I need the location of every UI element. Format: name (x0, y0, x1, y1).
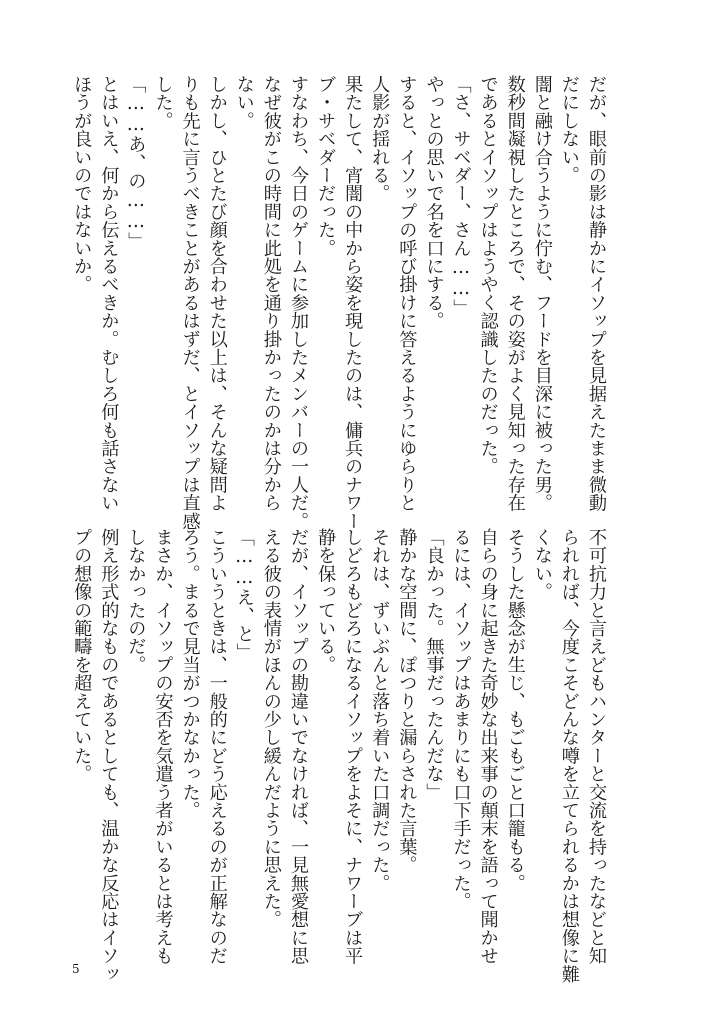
text-line: なぜ彼がこの時間に此処を通り掛かったのかは分から (260, 75, 282, 512)
text-line: 不可抗力と言えどもハンターと交流を持ったなどと知 (586, 528, 607, 965)
text-line: りも先に言うべきことがあるはずだ、とイソップは直感 (179, 75, 201, 530)
upper-text-block (68, 75, 610, 530)
text-line: 「……え、と」 (233, 528, 255, 661)
lower-text-block (68, 528, 610, 983)
text-line: しどろもどろになるイソップをよそに、ナワーブは平 (342, 528, 364, 965)
text-line: すると、イソップの呼び掛けに答えるようにゆらりと (396, 75, 418, 512)
text-line: くない。 (531, 528, 553, 601)
text-line: ブ・サベダーだった。 (315, 75, 337, 257)
text-line: だが、イソップの勘違いでなければ、一見無愛想に思 (287, 528, 309, 965)
text-line: 数秒間凝視したところで、その姿がよく見知った存在 (504, 75, 526, 512)
text-line: であるとイソップはようやく認識したのだった。 (477, 75, 499, 476)
text-line: プの想像の範疇を超えていた。 (71, 528, 93, 783)
text-line: 静かな空間に、ぽつりと漏らされた言葉。 (396, 528, 418, 874)
text-line: られれば、今度こそどんな噂を立てられるかは想像に難 (558, 528, 580, 983)
text-line: やっとの思いで名を口にする。 (423, 75, 445, 330)
text-line: だにしない。 (558, 75, 580, 185)
page-number: 5 (72, 962, 80, 976)
text-line: ほうが良いのではないか。 (71, 75, 93, 294)
text-line: とはいえ、何から伝えるべきか。むしろ何も話さない (98, 75, 120, 512)
text-line: ない。 (233, 75, 255, 130)
text-line: 果たして、宵闇の中から姿を現したのは、傭兵のナワー (342, 75, 364, 530)
text-line: しかし、ひとたび顔を合わせた以上は、そんな疑問よ (206, 75, 228, 512)
text-line: 人影が揺れる。 (369, 75, 391, 203)
text-line: そうした懸念が生じ、もごもごと口籠もる。 (504, 528, 526, 892)
text-line: こういうときは、一般的にどう応えるのが正解なのだ (206, 528, 228, 965)
text-line: える彼の表情がほんの少し緩んだように思えた。 (260, 528, 282, 929)
text-line: すなわち、今日のゲームに参加したメンバーの一人だ。 (287, 75, 309, 530)
text-line: した。 (152, 75, 174, 130)
text-line: しなかったのだ。 (125, 528, 147, 674)
text-line: るには、イソップはあまりにも口下手だった。 (450, 528, 472, 911)
text-line: 「さ、サベダー、さん……」 (450, 75, 472, 318)
text-line: だが、眼前の影は静かにイソップを見据えたまま微動 (586, 75, 607, 512)
text-line: 静を保っている。 (315, 528, 337, 674)
text-line: それは、ずいぶんと落ち着いた口調だった。 (369, 528, 391, 892)
text-line: 闇と融け合うように佇む、フードを目深に被った男。 (531, 75, 553, 512)
text-line: 例え形式的なものであるとしても、温かな反応はイソッ (98, 528, 120, 983)
text-line: まさか、イソップの安否を気遣う者がいるとは考えも (152, 528, 174, 965)
text-line: 「良かった。無事だったんだな」 (423, 528, 445, 801)
text-line: 自らの身に起きた奇妙な出来事の顛末を語って聞かせ (477, 528, 499, 965)
text-line: ろう。まるで見当がつかなかった。 (179, 528, 201, 820)
text-line: 「……あ、の……」 (125, 75, 147, 250)
